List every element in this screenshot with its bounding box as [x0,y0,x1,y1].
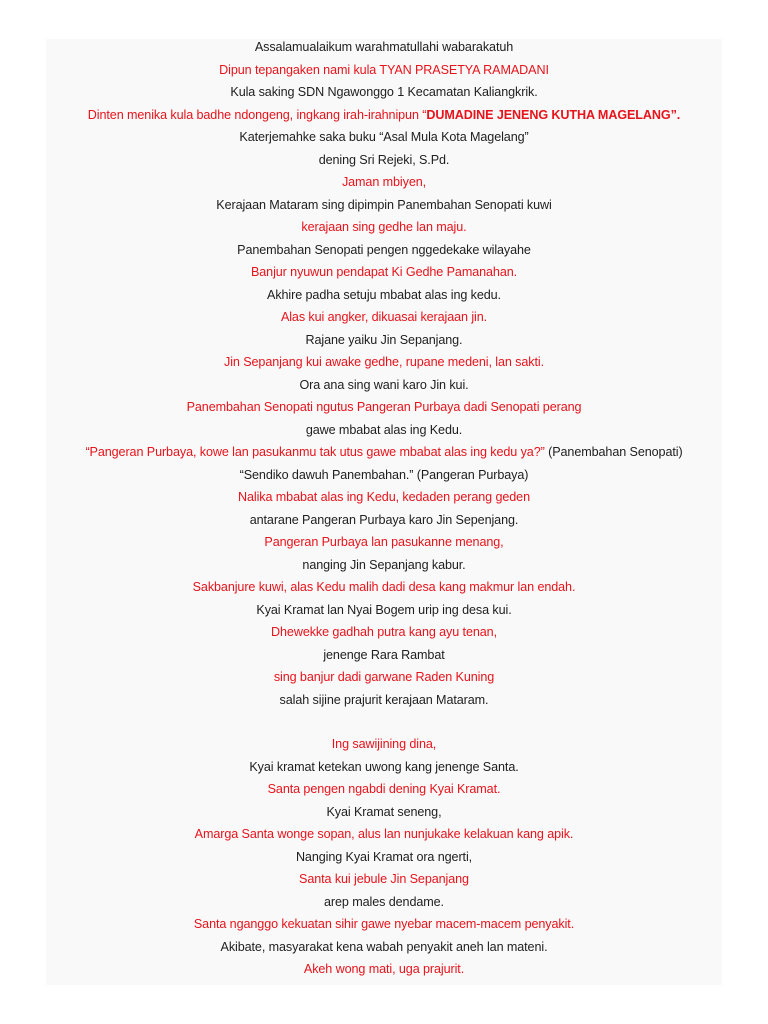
text-line [46,107,722,123]
text-line: Santa pengen ngabdi dening Kyai Kramat. [267,782,501,796]
text-line: gawe mbabat alas ing Kedu. [305,422,463,437]
text-line: Kyai Kramat seneng, [326,804,442,819]
text-line: Nalika mbabat alas ing Kedu, kedaden perang geden [238,490,530,504]
text-line: salah sijine prajurit kerajaan Mataram. [279,692,489,707]
text-line: Panembahan Senopati ngutus Pangeran Purbaya dadi Senopati perang [186,400,582,414]
text-line: Jin Sepanjang kui awake gedhe, rupane medeni, lan sakti. [224,355,544,369]
text-line-part: DUMADINE JENENG KUTHA MAGELANG”. [426,107,681,122]
text-line: Assalamualaikum warahmatullahi wabarakatuh [254,40,514,54]
text-line: Pangeran Purbaya lan pasukanne menang, [264,535,504,549]
text-line: antarane Pangeran Purbaya karo Jin Sepenjang. [249,512,519,527]
text-line: Kyai kramat ketekan uwong kang jenenge Santa. [249,759,519,774]
text-line: Panembahan Senopati pengen nggedekake wilayahe [237,242,531,257]
text-line: Sakbanjure kuwi, alas Kedu malih dadi desa kang makmur lan endah. [192,580,576,594]
text-line: jenenge Rara Rambat [323,647,445,662]
text-line: Akibate, masyarakat kena wabah penyakit aneh lan mateni. [220,939,548,954]
text-line: Katerjemahke saka buku “Asal Mula Kota Magelang” [239,130,529,144]
text-line: Santa kui jebule Jin Sepanjang [299,872,469,886]
text-line: arep males dendame. [324,894,444,909]
text-line: dening Sri Rejeki, S.Pd. [318,152,450,167]
text-line: Banjur nyuwun pendapat Ki Gedhe Pamanahan. [250,265,518,279]
text-line-part: “Pangeran Purbaya, kowe lan pasukanmu tak utus gawe mbabat alas ing kedu ya?” [85,445,545,459]
text-line-part: (Panembahan Senopati) [544,445,683,459]
text-line: Ora ana sing wani karo Jin kui. [299,377,469,392]
text-line: “Sendiko dawuh Panembahan.” (Pangeran Purbaya) [239,467,529,482]
text-line: Dhewekke gadhah putra kang ayu tenan, [271,625,497,639]
text-line: Jaman mbiyen, [341,175,427,189]
text-line: sing banjur dadi garwane Raden Kuning [273,670,495,684]
text-line: Kula saking SDN Ngawonggo 1 Kecamatan Kaliangkrik. [230,85,538,99]
text-line: kerajaan sing gedhe lan maju. [301,220,467,234]
text-line: Alas kui angker, dikuasai kerajaan jin. [280,310,488,324]
text-line: Santa nganggo kekuatan sihir gawe nyebar macem-macem penyakit. [193,917,575,931]
text-line [46,444,722,460]
text-line: Amarga Santa wonge sopan, alus lan nunjukake kelakuan kang apik. [194,827,574,841]
text-line: Ing sawijining dina, [331,737,437,751]
document-page [46,39,722,985]
text-line: Kyai Kramat lan Nyai Bogem urip ing desa kui. [256,602,512,617]
text-line: Akeh wong mati, uga prajurit. [303,962,465,976]
text-line: Dipun tepangaken nami kula TYAN PRASETYA RAMADANI [219,62,549,77]
text-line: Akhire padha setuju mbabat alas ing kedu. [267,287,501,302]
text-line: nanging Jin Sepanjang kabur. [302,557,466,572]
text-line-part: Dinten menika kula badhe ndongeng, ingkang irah-irahnipun “ [87,107,427,122]
text-line: Nanging Kyai Kramat ora ngerti, [295,849,473,864]
text-line: Kerajaan Mataram sing dipimpin Panembahan Senopati kuwi [216,197,552,212]
text-line: Rajane yaiku Jin Sepanjang. [305,332,463,347]
